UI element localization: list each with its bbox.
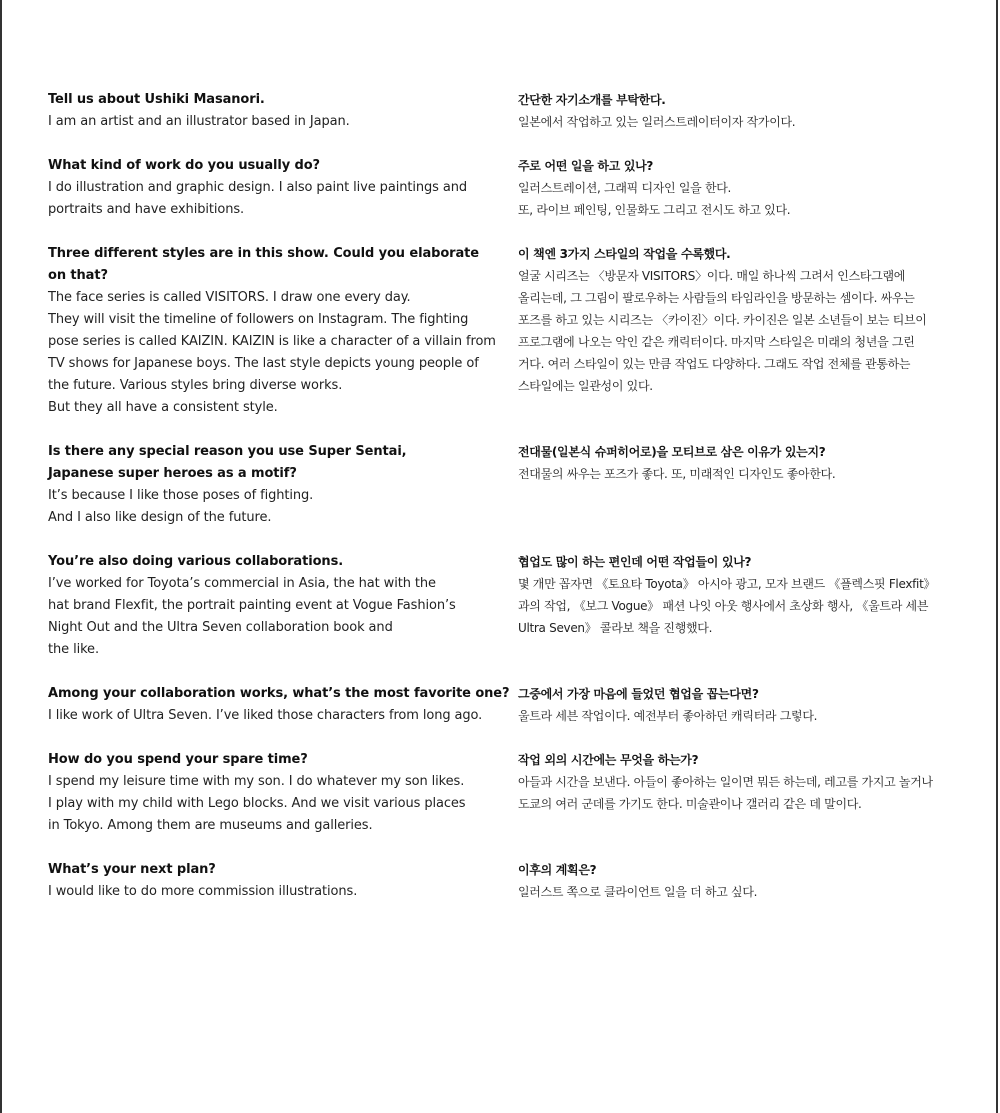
qa-ko-work [518,155,958,221]
question-line: on that? [48,268,108,283]
answer-line: hat brand Flexfit, the portrait painting event at Vogue Fashion’s [48,598,456,613]
answer-line: Ultra Seven》 콜라보 책을 진행했다. [518,621,713,635]
qa-en-intro [48,89,488,133]
answer-line: It’s because I like those poses of fighting. [48,488,314,503]
answer-line: 일본에서 작업하고 있는 일러스트레이터이자 작가이다. [518,115,796,129]
question-line: Tell us about Ushiki Masanori. [48,92,265,107]
answer-line: 도쿄의 여러 군데를 가기도 한다. 미술관이나 갤러리 같은 데 말이다. [518,797,862,811]
answer-line: 울트라 세븐 작업이다. 예전부터 좋아하던 캐릭터라 그렇다. [518,709,818,723]
qa-ko-next-plan [518,859,958,903]
answer-line: 일러스트레이션, 그래픽 디자인 일을 한다. [518,181,732,195]
answer-line: I would like to do more commission illustrations. [48,884,358,899]
answer-line: I’ve worked for Toyota’s commercial in Asia, the hat with the [48,576,436,591]
answer-line: Night Out and the Ultra Seven collaboration book and [48,620,393,635]
question-line: Is there any special reason you use Super Sentai, [48,444,407,459]
qa-ko-styles [518,243,958,397]
answer-line: the future. Various styles bring diverse works. [48,378,343,393]
question-line: Japanese super heroes as a motif? [48,466,297,481]
answer-line: 포즈를 하고 있는 시리즈는 〈카이진〉이다. 카이진은 일본 소년들이 보는 티브이 [518,313,927,327]
answer-line: I spend my leisure time with my son. I do whatever my son likes. [48,774,465,789]
answer-line: 스타일에는 일관성이 있다. [518,379,653,393]
answer-line: I play with my child with Lego blocks. And we visit various places [48,796,466,811]
answer-line: I like work of Ultra Seven. I’ve liked those characters from long ago. [48,708,483,723]
qa-ko-sentai [518,441,958,485]
question-line: 협업도 많이 하는 편인데 어떤 작업들이 있나? [518,555,752,569]
qa-en-sentai [48,441,488,529]
question-line: What kind of work do you usually do? [48,158,320,173]
qa-en-work [48,155,488,221]
question-line: Among your collaboration works, what’s the most favorite one? [48,686,510,701]
answer-line: 과의 작업, 《보그 Vogue》 패션 나잇 아웃 행사에서 초상화 행사, 《울트라 세븐 [518,599,929,613]
answer-line: in Tokyo. Among them are museums and galleries. [48,818,373,833]
question-line: How do you spend your spare time? [48,752,308,767]
answer-line: 얼굴 시리즈는 〈방문자 VISITORS〉이다. 매일 하나씩 그려서 인스타그램에 [518,269,906,283]
question-line: 작업 외의 시간에는 무엇을 하는가? [518,753,699,767]
question-line: You’re also doing various collaborations. [48,554,344,569]
qa-ko-collaborations [518,551,958,639]
question-line: 이 책엔 3가지 스타일의 작업을 수록했다. [518,247,731,261]
answer-line: 거다. 여러 스타일이 있는 만큼 작업도 다양하다. 그래도 작업 전체를 관통하는 [518,357,911,371]
qa-ko-spare-time [518,749,958,815]
qa-en-next-plan [48,859,488,903]
answer-line: I am an artist and an illustrator based in Japan. [48,114,350,129]
question-line: 이후의 계획은? [518,863,597,877]
question-line: 주로 어떤 일을 하고 있나? [518,159,654,173]
answer-line: 아들과 시간을 보낸다. 아들이 좋아하는 일이면 뭐든 하는데, 레고를 가지고 놀거나 [518,775,933,789]
answer-line: 올리는데, 그 그림이 팔로우하는 사람들의 타임라인을 방문하는 셈이다. 싸우는 [518,291,915,305]
answer-line: the like. [48,642,99,657]
qa-en-styles [48,243,496,419]
question-line: 그중에서 가장 마음에 들었던 협업을 꼽는다면? [518,687,759,701]
answer-line: They will visit the timeline of followers on Instagram. The fighting [48,312,469,327]
question-line: 전대물(일본식 슈퍼히어로)을 모티브로 삼은 이유가 있는지? [518,445,826,459]
answer-line: And I also like design of the future. [48,510,272,525]
answer-line: TV shows for Japanese boys. The last style depicts young people of [48,356,479,371]
answer-line: The face series is called VISITORS. I draw one every day. [48,290,411,305]
answer-line: 일러스트 쪽으로 클라이언트 일을 더 하고 싶다. [518,885,758,899]
qa-en-spare-time [48,749,488,837]
answer-line: 몇 개만 꼽자면 《토요타 Toyota》 아시아 광고, 모자 브랜드 《플렉스핏 Flexfit》 [518,577,936,591]
qa-en-collaborations [48,551,488,661]
answer-line: pose series is called KAIZIN. KAIZIN is like a character of a villain from [48,334,496,349]
answer-line: But they all have a consistent style. [48,400,278,415]
qa-ko-favorite [518,683,958,727]
answer-line: I do illustration and graphic design. I also paint live paintings and [48,180,468,195]
qa-ko-intro [518,89,958,133]
qa-en-favorite [48,683,510,727]
answer-line: 프로그램에 나오는 악인 같은 캐릭터이다. 마지막 스타일은 미래의 청년을 그린 [518,335,915,349]
answer-line: 전대물의 싸우는 포즈가 좋다. 또, 미래적인 디자인도 좋아한다. [518,467,836,481]
question-line: Three different styles are in this show. Could you elaborate [48,246,479,261]
question-line: 간단한 자기소개를 부탁한다. [518,93,666,107]
answer-line: 또, 라이브 페인팅, 인물화도 그리고 전시도 하고 있다. [518,203,791,217]
question-line: What’s your next plan? [48,862,216,877]
answer-line: portraits and have exhibitions. [48,202,245,217]
